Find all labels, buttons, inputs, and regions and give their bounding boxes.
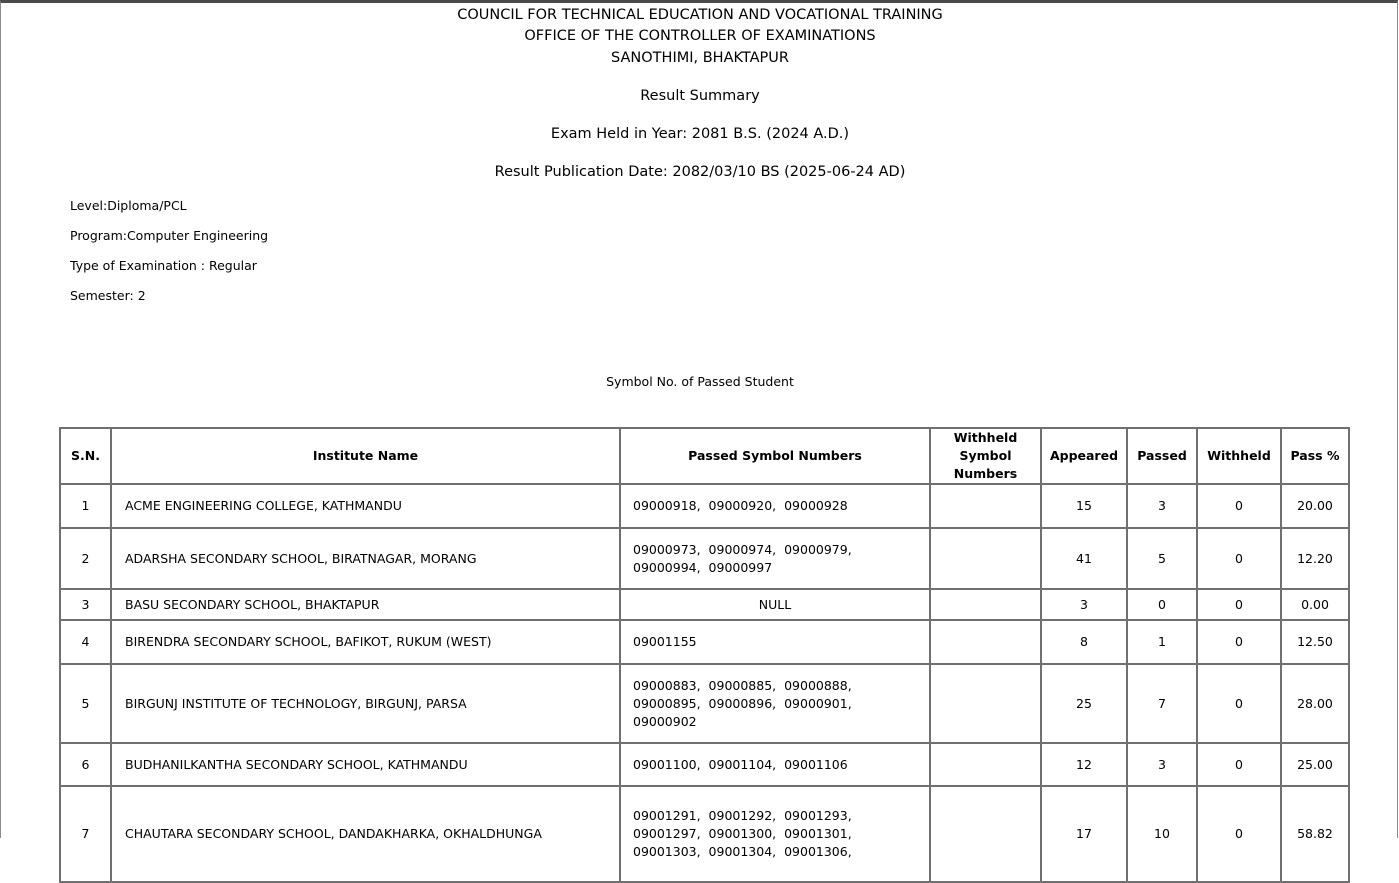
cell-passed: 3 xyxy=(1127,743,1197,786)
table-row xyxy=(60,664,1349,743)
cell-passed-symbols xyxy=(620,664,930,743)
cell-pass-pct: 25.00 xyxy=(1281,743,1349,786)
cell-appeared: 15 xyxy=(1041,484,1127,528)
office-name: OFFICE OF THE CONTROLLER OF EXAMINATIONS xyxy=(524,28,876,44)
cell-appeared: 41 xyxy=(1041,528,1127,589)
program-label: Program:Computer Engineering xyxy=(70,228,269,243)
results-table xyxy=(59,427,1350,883)
cell-pass-pct: 28.00 xyxy=(1281,664,1349,743)
header-pass-pct: Pass % xyxy=(1281,428,1349,484)
symbol-line: 09001100, 09001104, 09001106 xyxy=(633,756,848,772)
cell-sn: 2 xyxy=(60,528,111,589)
cell-withheld-symbols xyxy=(930,589,1041,620)
cell-institute: BUDHANILKANTHA SECONDARY SCHOOL, KATHMANDU xyxy=(111,743,620,786)
cell-passed: 5 xyxy=(1127,528,1197,589)
header-withheld-symbols-line2: Numbers xyxy=(953,466,1018,481)
cell-institute: CHAUTARA SECONDARY SCHOOL, DANDAKHARKA, OKHALDHUNGA xyxy=(111,786,620,882)
cell-appeared: 25 xyxy=(1041,664,1127,743)
header-passed-symbols: Passed Symbol Numbers xyxy=(620,428,930,484)
cell-pass-pct: 58.82 xyxy=(1281,786,1349,882)
table-row xyxy=(60,743,1349,786)
cell-passed: 3 xyxy=(1127,484,1197,528)
table-caption: Symbol No. of Passed Student xyxy=(606,374,794,389)
header-institute: Institute Name xyxy=(111,428,620,484)
cell-passed: 7 xyxy=(1127,664,1197,743)
symbol-line: 09001155 xyxy=(633,634,697,649)
cell-institute: ACME ENGINEERING COLLEGE, KATHMANDU xyxy=(111,484,620,528)
symbol-line: 09001291, 09001292, 09001293, xyxy=(633,808,852,823)
cell-passed: 1 xyxy=(1127,620,1197,664)
cell-appeared: 8 xyxy=(1041,620,1127,664)
cell-sn: 3 xyxy=(60,589,111,620)
table-row xyxy=(60,786,1349,882)
cell-withheld: 0 xyxy=(1197,620,1281,664)
cell-sn: 5 xyxy=(60,664,111,743)
header-sn: S.N. xyxy=(60,428,111,484)
cell-passed-symbols xyxy=(620,786,930,882)
cell-withheld-symbols xyxy=(930,484,1041,528)
symbol-line: NULL xyxy=(758,596,792,612)
cell-withheld: 0 xyxy=(1197,528,1281,589)
cell-withheld-symbols xyxy=(930,528,1041,589)
header-appeared: Appeared xyxy=(1041,428,1127,484)
exam-type-label: Type of Examination : Regular xyxy=(70,258,257,273)
symbol-line: 09000883, 09000885, 09000888, xyxy=(633,677,852,693)
symbol-line: 09000994, 09000997 xyxy=(633,559,773,575)
cell-withheld: 0 xyxy=(1197,743,1281,786)
table-row xyxy=(60,528,1349,589)
cell-institute: BIRENDRA SECONDARY SCHOOL, BAFIKOT, RUKUM (WEST) xyxy=(111,620,620,664)
cell-passed-symbols xyxy=(620,589,930,620)
symbol-line: 09001303, 09001304, 09001306, xyxy=(633,844,852,859)
table-row xyxy=(60,620,1349,664)
symbol-line: 09000895, 09000896, 09000901, xyxy=(633,695,852,711)
cell-appeared: 17 xyxy=(1041,786,1127,882)
cell-withheld-symbols xyxy=(930,786,1041,882)
header-withheld-symbols-line1: Withheld Symbol xyxy=(953,430,1018,463)
semester-label: Semester: 2 xyxy=(70,288,146,303)
cell-sn: 7 xyxy=(60,786,111,882)
cell-withheld: 0 xyxy=(1197,589,1281,620)
cell-passed: 0 xyxy=(1127,589,1197,620)
cell-pass-pct: 20.00 xyxy=(1281,484,1349,528)
cell-withheld-symbols xyxy=(930,664,1041,743)
office-location: SANOTHIMI, BHAKTAPUR xyxy=(611,50,789,66)
document-title: Result Summary xyxy=(640,88,760,104)
cell-appeared: 3 xyxy=(1041,589,1127,620)
symbol-line: 09001297, 09001300, 09001301, xyxy=(633,826,852,841)
cell-passed-symbols xyxy=(620,620,930,664)
cell-withheld-symbols xyxy=(930,743,1041,786)
cell-institute: BIRGUNJ INSTITUTE OF TECHNOLOGY, BIRGUNJ, PARSA xyxy=(111,664,620,743)
symbol-line: 09000973, 09000974, 09000979, xyxy=(633,541,852,557)
table-row xyxy=(60,589,1349,620)
organization-name: COUNCIL FOR TECHNICAL EDUCATION AND VOCATIONAL TRAINING xyxy=(457,7,943,23)
cell-withheld: 0 xyxy=(1197,484,1281,528)
exam-year: Exam Held in Year: 2081 B.S. (2024 A.D.) xyxy=(550,126,850,142)
cell-withheld: 0 xyxy=(1197,786,1281,882)
level-label: Level:Diploma/PCL xyxy=(70,198,187,213)
cell-institute: BASU SECONDARY SCHOOL, BHAKTAPUR xyxy=(111,589,620,620)
cell-passed-symbols xyxy=(620,743,930,786)
cell-institute: ADARSHA SECONDARY SCHOOL, BIRATNAGAR, MORANG xyxy=(111,528,620,589)
cell-passed-symbols xyxy=(620,528,930,589)
header-passed: Passed xyxy=(1127,428,1197,484)
symbol-line: 09000902 xyxy=(633,713,697,729)
cell-sn: 4 xyxy=(60,620,111,664)
table-row xyxy=(60,484,1349,528)
header-withheld: Withheld xyxy=(1197,428,1281,484)
cell-sn: 1 xyxy=(60,484,111,528)
table-header-row xyxy=(60,428,1349,484)
publication-date: Result Publication Date: 2082/03/10 BS (2025-06-24 AD) xyxy=(494,164,906,180)
cell-pass-pct: 0.00 xyxy=(1281,589,1349,620)
cell-pass-pct: 12.50 xyxy=(1281,620,1349,664)
cell-appeared: 12 xyxy=(1041,743,1127,786)
cell-sn: 6 xyxy=(60,743,111,786)
symbol-line: 09000918, 09000920, 09000928 xyxy=(633,498,848,513)
cell-passed: 10 xyxy=(1127,786,1197,882)
cell-withheld: 0 xyxy=(1197,664,1281,743)
cell-passed-symbols xyxy=(620,484,930,528)
cell-withheld-symbols xyxy=(930,620,1041,664)
header-withheld-symbols xyxy=(930,428,1041,484)
cell-pass-pct: 12.20 xyxy=(1281,528,1349,589)
